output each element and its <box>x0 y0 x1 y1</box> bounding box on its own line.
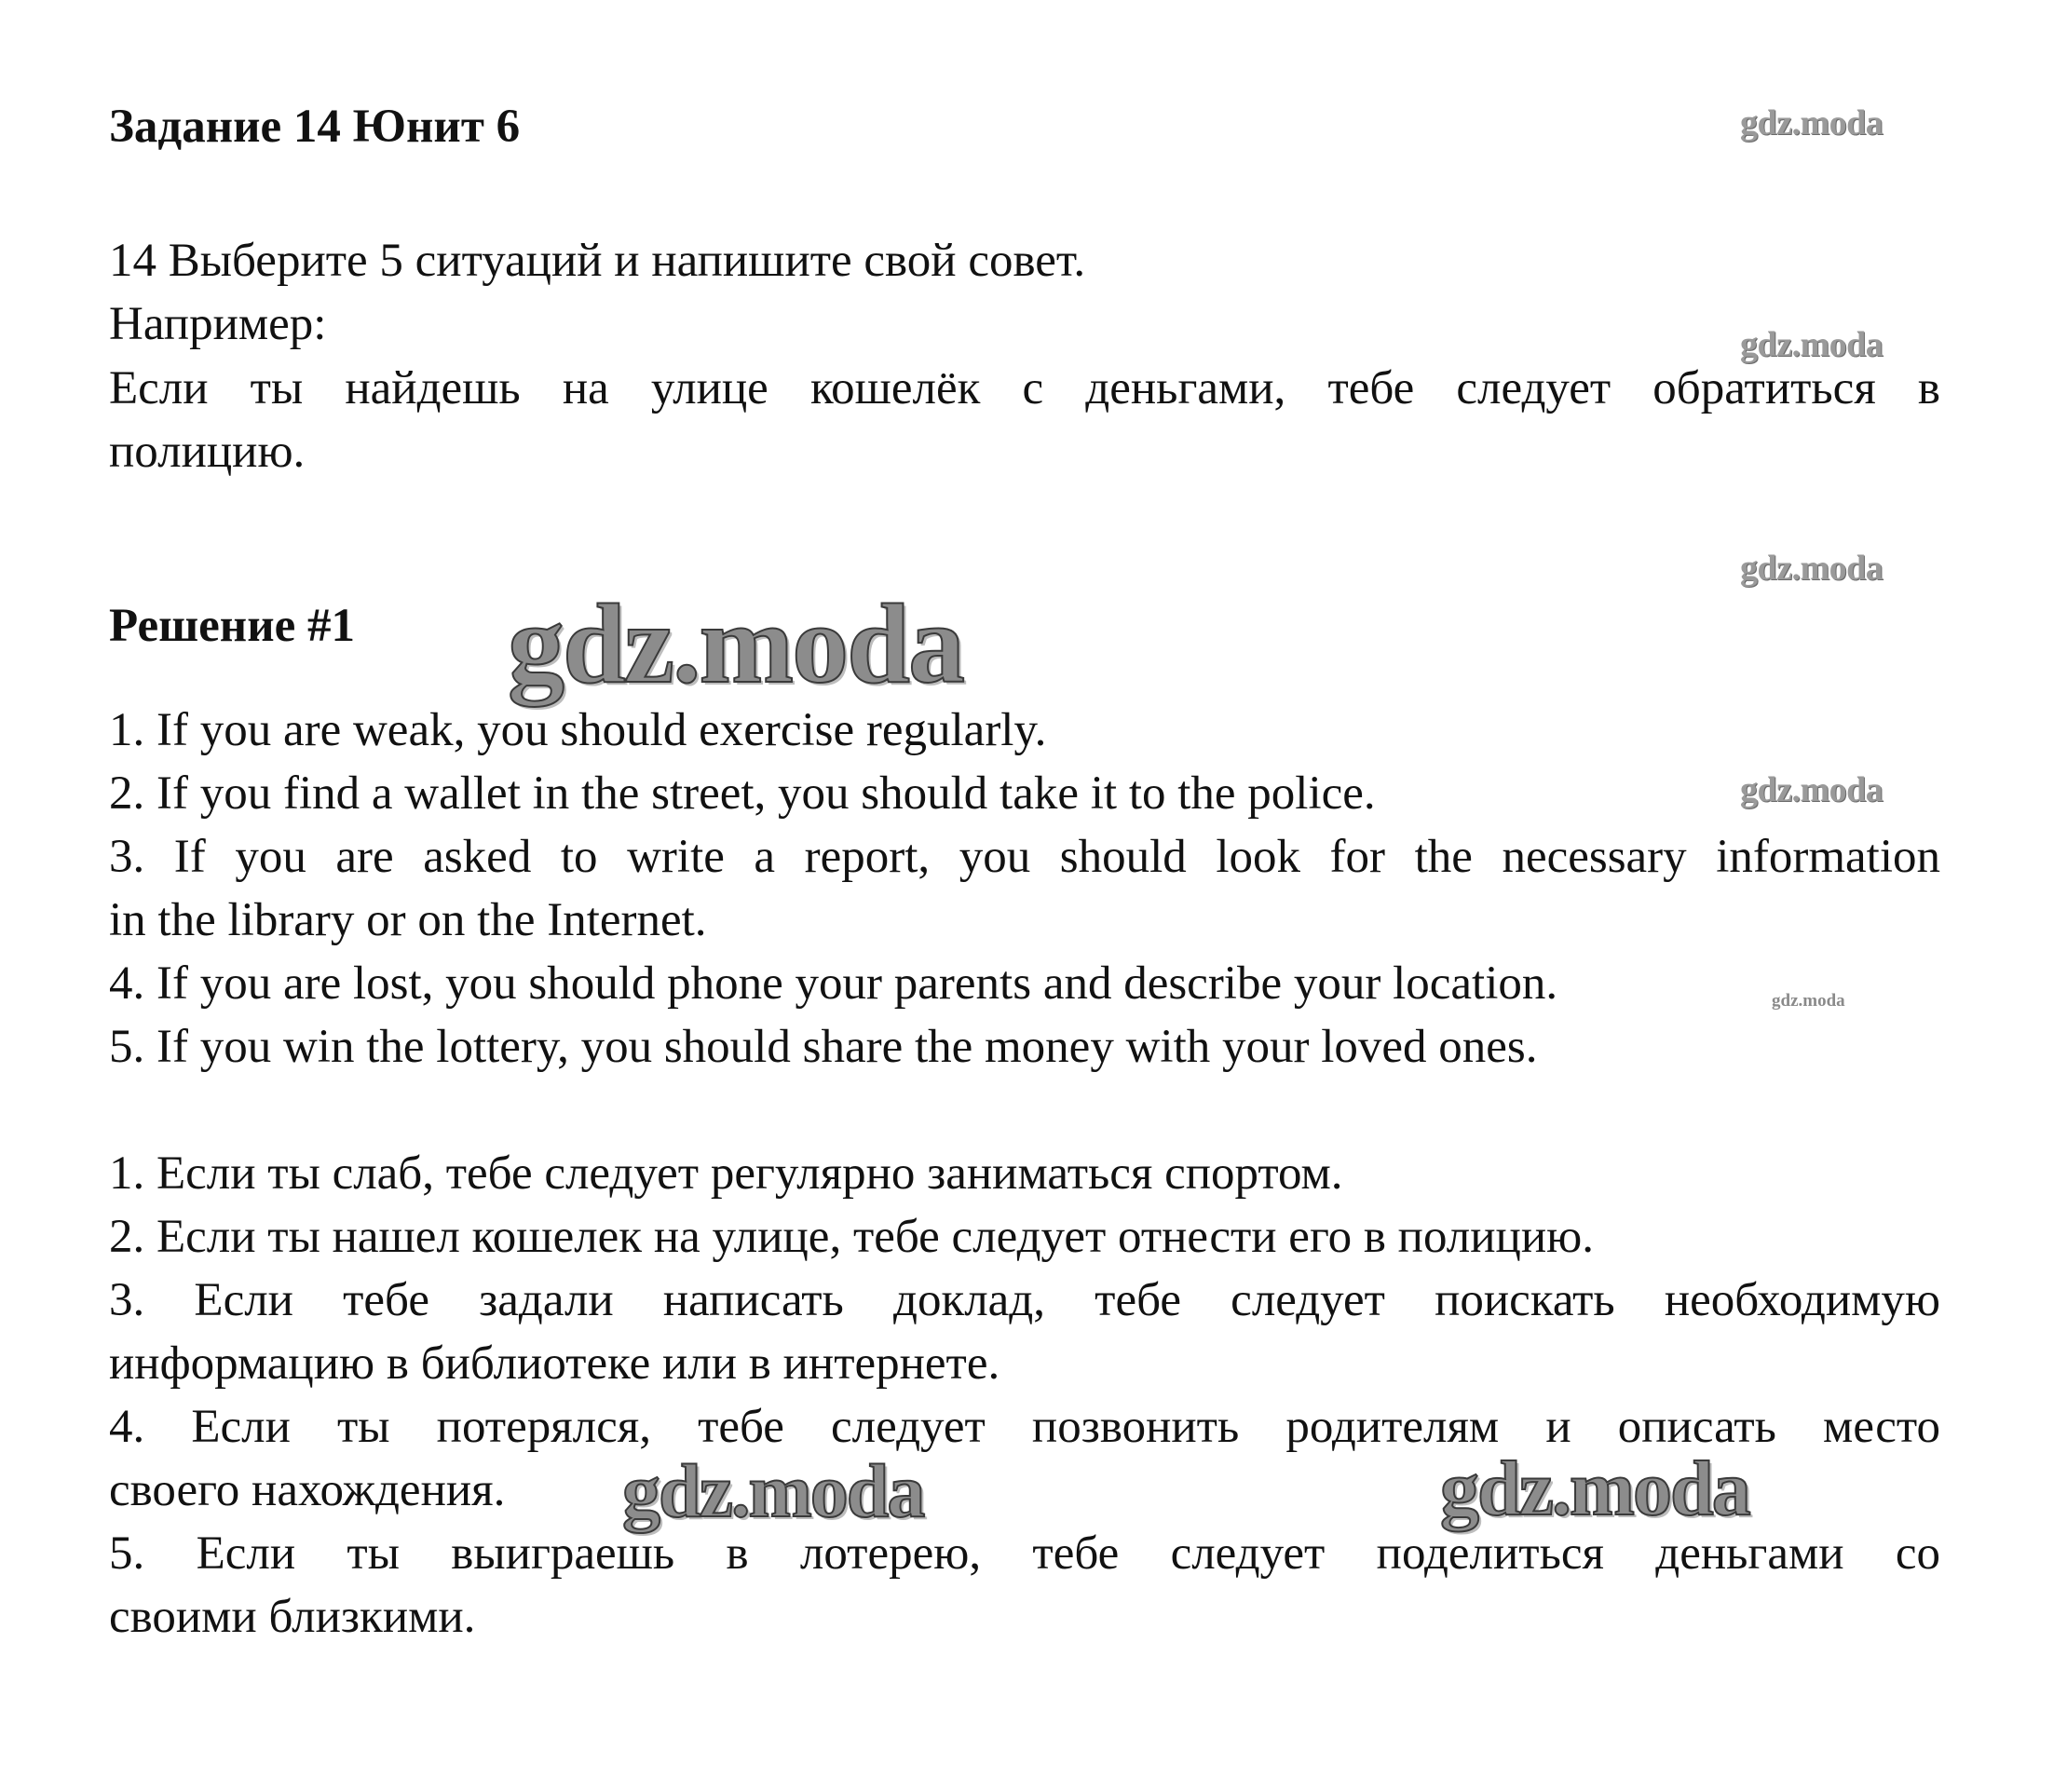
english-item-1: 1. If you are weak, you should exercise regularly. <box>109 704 1047 756</box>
russian-item-4-line-1: 4. Если ты потерялся, тебе следует позвонить родителям и описать место <box>109 1401 1940 1453</box>
watermark-large-3: gdz.moda <box>1440 1446 1749 1532</box>
watermark-small-3: gdz.moda <box>1740 549 1883 588</box>
english-item-2: 2. If you find a wallet in the street, you should take it to the police. <box>109 767 1376 820</box>
example-label: Например: <box>109 298 327 350</box>
example-line-2: полицию. <box>109 426 306 478</box>
english-item-3-line-1: 3. If you are asked to write a report, you should look for the necessary information <box>109 831 1940 883</box>
watermark-small-2: gdz.moda <box>1740 325 1883 364</box>
watermark-small-1: gdz.moda <box>1740 103 1883 143</box>
english-item-4: 4. If you are lost, you should phone your parents and describe your location. <box>109 957 1558 1010</box>
page-title: Задание 14 Юнит 6 <box>109 101 521 153</box>
solution-heading: Решение #1 <box>109 600 355 652</box>
watermark-small-4: gdz.moda <box>1740 770 1883 809</box>
english-item-3-line-2: in the library or on the Internet. <box>109 894 707 946</box>
russian-item-3-line-1: 3. Если тебе задали написать доклад, тебе следует поискать необходимую <box>109 1274 1940 1326</box>
russian-item-5-line-2: своими близкими. <box>109 1591 476 1643</box>
watermark-large-1: gdz.moda <box>508 581 963 707</box>
russian-item-2: 2. Если ты нашел кошелек на улице, тебе следует отнести его в полицию. <box>109 1211 1594 1263</box>
russian-item-1: 1. Если ты слаб, тебе следует регулярно заниматься спортом. <box>109 1147 1343 1200</box>
watermark-tiny: gdz.moda <box>1772 991 1845 1011</box>
russian-item-5-line-1: 5. Если ты выиграешь в лотерею, тебе следует поделиться деньгами со <box>109 1527 1940 1580</box>
task-instruction: 14 Выберите 5 ситуаций и напишите свой совет. <box>109 235 1086 287</box>
russian-item-4-line-2: своего нахождения. <box>109 1464 506 1516</box>
english-item-5: 5. If you win the lottery, you should share the money with your loved ones. <box>109 1021 1538 1073</box>
example-line-1: Если ты найдешь на улице кошелёк с деньгами, тебе следует обратиться в <box>109 362 1940 414</box>
russian-item-3-line-2: информацию в библиотеке или в интернете. <box>109 1337 1000 1390</box>
watermark-large-2: gdz.moda <box>622 1448 924 1533</box>
